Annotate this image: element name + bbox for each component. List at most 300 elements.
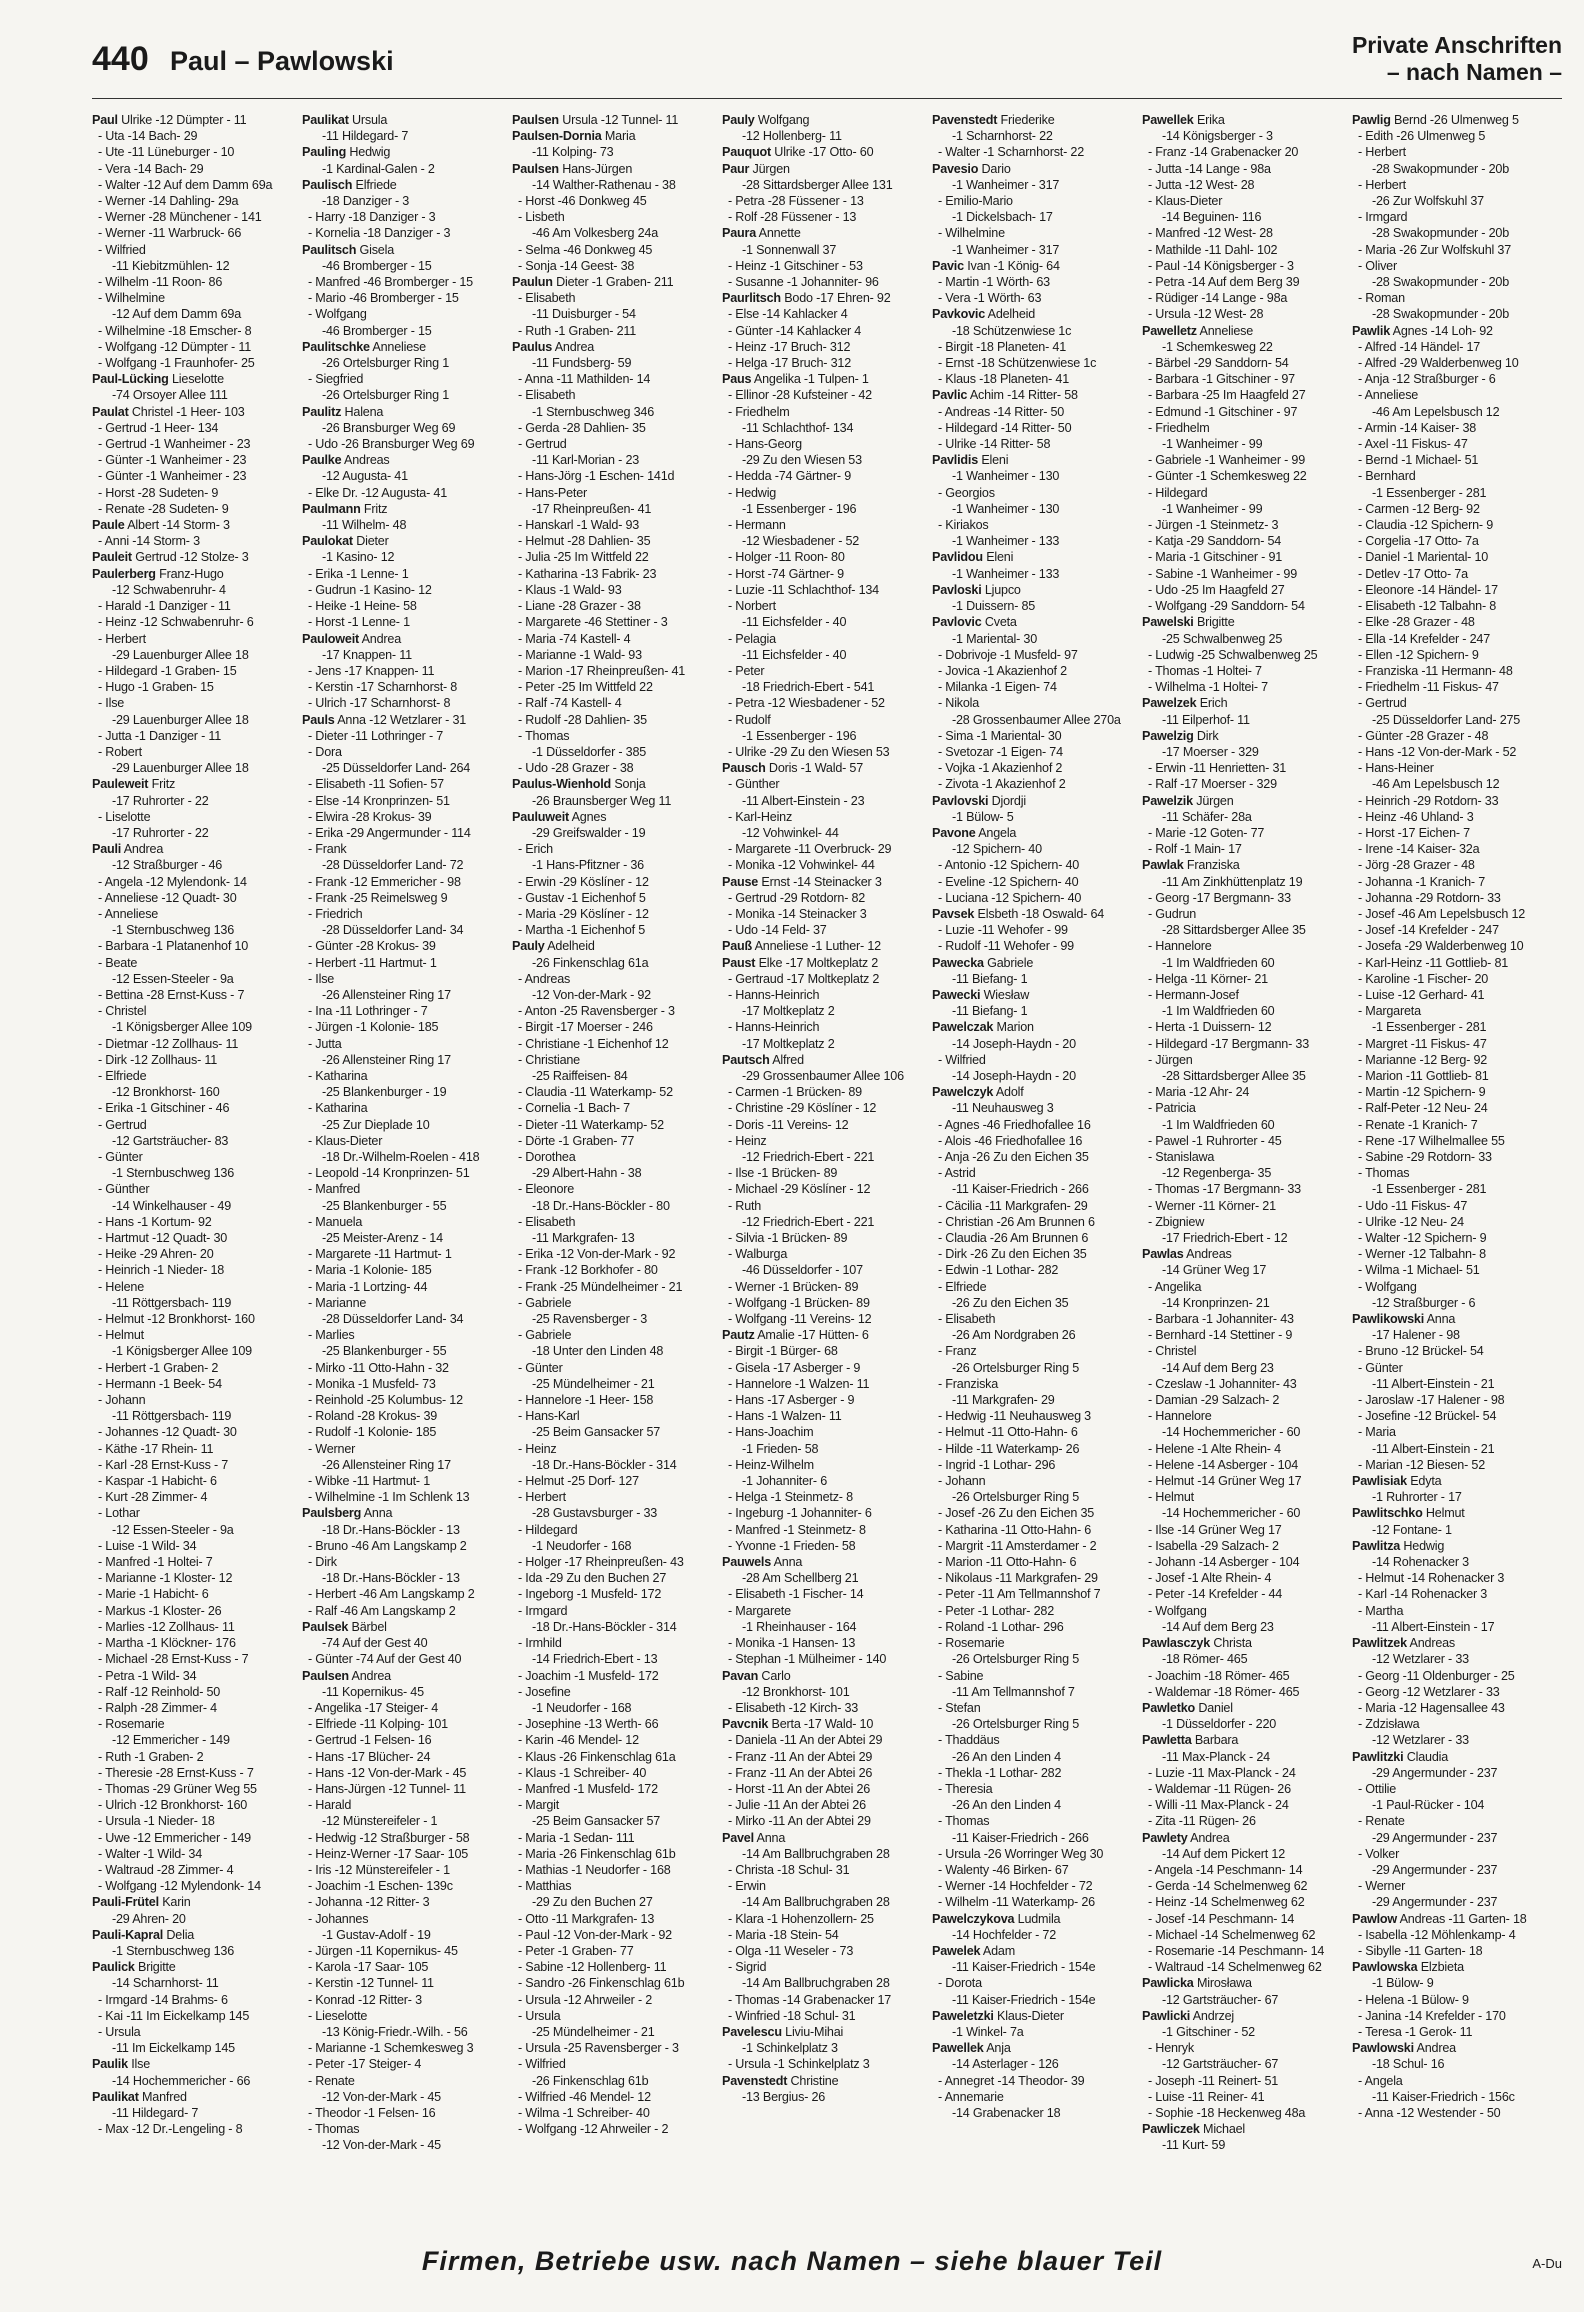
entry-text: -1 Königsberger Allee 109 [112,1020,252,1035]
entry-text: Daniel [1198,1700,1233,1715]
entry-surname: Pawlik [1352,323,1391,338]
directory-entry [1352,1943,1552,1959]
entry-text: -18 Schützenwiese 1c [952,323,1072,338]
entry-text: - Maria -1 Gitschiner - 91 [1148,550,1283,565]
directory-entry [1352,776,1552,792]
entry-text: - Frank -12 Borkhofer - 80 [518,1263,658,1278]
directory-entry [92,1668,292,1684]
directory-entry [512,663,712,679]
entry-text: - Erich [518,842,553,857]
entry-text: - Käthe -17 Rhein- 11 [98,1441,214,1456]
directory-entry [722,1586,922,1602]
directory-entry [722,598,922,614]
entry-text: -1 Essenberger - 196 [742,728,857,743]
directory-entry [722,1311,922,1327]
entry-text: -1 Kasino- 12 [322,550,395,565]
directory-entry [302,1975,502,1991]
entry-text: - Renate -28 Sudeten- 9 [98,501,229,516]
entry-text: - Jens -17 Knappen- 11 [308,663,435,678]
directory-entry [302,258,502,274]
directory-entry [512,1505,712,1521]
entry-text: - Max -12 Dr.-Lengeling - 8 [98,2122,243,2137]
directory-entry [1352,922,1552,938]
directory-entry [1352,1975,1552,1991]
directory-entry [1352,517,1552,533]
directory-entry [92,1878,292,1894]
directory-entry [512,841,712,857]
directory-entry [722,1749,922,1765]
entry-text: - Kiriakos [938,518,989,533]
directory-entry [512,225,712,241]
entry-text: -18 Dr.-Hans-Böckler - 80 [532,1198,670,1213]
directory-entry [722,1036,922,1052]
directory-entry [92,323,292,339]
entry-text: - Roland -1 Lothar- 296 [938,1619,1064,1634]
directory-entry [1142,436,1342,452]
entry-surname: Pawellek [1142,113,1194,127]
entry-text: - Vera -14 Bach- 29 [98,161,204,176]
directory-entry [1142,857,1342,873]
entry-text: Gabriele [987,955,1034,970]
entry-surname: Pawelletz [1142,323,1197,338]
directory-entry [92,1457,292,1473]
directory-entry [1142,404,1342,420]
directory-entry [1352,144,1552,160]
directory-entry [932,1635,1132,1651]
entry-text: - Marlies [308,1328,355,1343]
entry-text: - Karl-Heinz [728,809,793,824]
entry-surname: Pauleit [92,550,132,565]
entry-text: -1 Wanheimer - 99 [1162,437,1263,452]
directory-entry [722,355,922,371]
entry-text: - Thomas -1 Holtei- 7 [1148,663,1262,678]
directory-entry [722,890,922,906]
entry-text: -25 Schwalbenweg 25 [1162,631,1283,646]
entry-text: -25 Zur Dieplade 10 [322,1117,430,1132]
entry-text: - Luciana -12 Spichern- 40 [938,890,1082,905]
directory-entry [92,242,292,258]
directory-entry [512,922,712,938]
directory-entry [512,1959,712,1975]
entry-text: -14 Hochemmericher - 66 [112,2073,251,2088]
entry-text: - Klaus-Dieter [308,1133,383,1148]
entry-text: - Maria -29 Köslíner - 12 [518,906,649,921]
directory-entry [512,1473,712,1489]
entry-text: -17 Knappen- 11 [322,647,412,662]
entry-text: -14 Auf dem Berg 23 [1162,1360,1274,1375]
entry-text: - Christine -29 Köslíner - 12 [728,1101,877,1116]
directory-entry [92,1133,292,1149]
entry-text: - Hans-Georg [728,437,802,452]
directory-entry [932,485,1132,501]
directory-entry [302,1554,502,1570]
directory-entry [92,1765,292,1781]
entry-text: - Birgit -17 Moerser - 246 [518,1020,653,1035]
entry-text: -1 Hans-Pfitzner - 36 [532,858,644,873]
entry-text: -28 Düsseldorfer Land- 34 [322,923,464,938]
directory-entry [512,1392,712,1408]
directory-entry [302,1651,502,1667]
directory-entry [1142,1797,1342,1813]
entry-surname: Paulitsch [302,242,357,257]
directory-entry [1142,566,1342,582]
entry-text: - Reinhold -25 Kolumbus- 12 [308,1393,463,1408]
entry-text: - Udo -26 Bransburger Weg 69 [308,437,475,452]
entry-text: -25 Beim Gansacker 57 [532,1814,661,1829]
directory-entry [1352,1781,1552,1797]
entry-text: -25 Mündelheimer - 21 [532,1376,655,1391]
directory-entry [1142,339,1342,355]
entry-text: Erich [1199,696,1228,711]
entry-text: - Oliver [1358,258,1397,273]
directory-entry [92,793,292,809]
directory-entry [92,1700,292,1716]
entry-surname: Paul-Lücking [92,372,169,387]
directory-entry [1142,679,1342,695]
directory-entry [1142,549,1342,565]
directory-entry [1352,874,1552,890]
entry-text: - Monika -14 Steinacker 3 [728,906,867,921]
entry-text: - Werner -14 Dahling- 29a [98,194,239,209]
directory-entry [932,1036,1132,1052]
directory-entry [512,793,712,809]
entry-text: - Sandro -26 Finkenschlag 61b [518,1976,685,1991]
directory-entry [1142,2105,1342,2121]
directory-entry [512,1619,712,1635]
entry-text: - Heinz -46 Uhland- 3 [1358,809,1474,824]
entry-surname: Paulitz [302,404,342,419]
entry-text: Ursula -12 Tunnel- 11 [562,113,679,127]
directory-entry [302,2089,502,2105]
entry-text: - Helene [98,1279,145,1294]
directory-entry [302,663,502,679]
entry-text: - Lisbeth [518,210,565,225]
entry-surname: Pauwels [722,1555,771,1570]
directory-entry [512,177,712,193]
entry-text: -12 Gartsträucher- 83 [112,1133,229,1148]
entry-text: - Gertrud -1 Wanheimer - 23 [98,437,251,452]
entry-text: - Gudrun [1148,906,1197,921]
directory-entry [932,1862,1132,1878]
entry-text: - Horst -28 Sudeten- 9 [98,485,219,500]
entry-text: - Margareta [1358,1004,1421,1019]
entry-surname: Pauli [92,842,122,857]
entry-text: -14 Walther-Rathenau - 38 [532,177,676,192]
directory-entry [722,955,922,971]
directory-entry [302,1813,502,1829]
entry-text: - Wilhelm -11 Roon- 86 [98,275,223,290]
entry-text: -18 Friedrich-Ebert - 541 [742,680,875,695]
directory-entry [302,938,502,954]
entry-text: -1 Rheinhauser - 164 [742,1619,857,1634]
directory-entry [1352,1878,1552,1894]
entry-text: - Hanns-Heinrich [728,1020,820,1035]
directory-entry [92,452,292,468]
directory-entry [1352,1457,1552,1473]
entry-text: Alfred [772,1052,804,1067]
entry-text: -26 Ortelsburger Ring 1 [322,388,449,403]
directory-entry [1352,339,1552,355]
directory-entry [1142,1052,1342,1068]
entry-surname: Paulsberg [302,1506,362,1521]
entry-text: Bärbel [351,1619,387,1634]
entry-text: - Manfred -1 Steinmetz- 8 [728,1522,866,1537]
directory-entry [1142,647,1342,663]
directory-entry [92,1927,292,1943]
entry-surname: Pawelzek [1142,696,1197,711]
entry-text: - Beate [98,955,138,970]
directory-entry [1352,1392,1552,1408]
entry-text: - Teresa -1 Gerok- 11 [1358,2024,1473,2039]
directory-entry [722,1489,922,1505]
entry-text: -29 Lauenburger Allee 18 [112,712,249,727]
directory-entry [302,1489,502,1505]
directory-entry [1352,1554,1552,1570]
entry-text: -18 Unter den Linden 48 [532,1344,664,1359]
entry-text: - Georgios [938,485,995,500]
directory-entry [722,1959,922,1975]
directory-entry [512,209,712,225]
entry-surname: Pawelski [1142,615,1194,630]
entry-text: - Elke Dr. -12 Augusta- 41 [308,485,448,500]
entry-surname: Paulus [512,339,553,354]
directory-entry [302,161,502,177]
entry-text: - Marianne -1 Kloster- 12 [98,1571,233,1586]
entry-text: - Harry -18 Danziger - 3 [308,210,436,225]
entry-text: - Katharina [308,1068,368,1083]
directory-entry [932,793,1132,809]
directory-entry [512,1765,712,1781]
entry-surname: Pause [722,874,759,889]
entry-text: - Christiane [518,1052,580,1067]
entry-text: - Manfred -12 West- 28 [1148,226,1273,241]
entry-text: - Günter -1 Schemkesweg 22 [1148,469,1307,484]
directory-entry [1352,712,1552,728]
directory-entry [1352,971,1552,987]
entry-text: - Sima -1 Mariental- 30 [938,728,1062,743]
entry-text: Anna [363,1506,393,1521]
entry-text: -1 Essenberger - 196 [742,501,857,516]
entry-text: - Christel [98,1004,147,1019]
directory-entry [1352,161,1552,177]
directory-column [932,112,1132,2230]
directory-entry [512,1441,712,1457]
directory-entry [1352,1424,1552,1440]
directory-entry [302,1214,502,1230]
directory-entry [92,436,292,452]
directory-entry [932,728,1132,744]
entry-text: - Svetozar -1 Eigen- 74 [938,744,1063,759]
directory-entry [92,404,292,420]
directory-entry [512,339,712,355]
directory-entry [302,955,502,971]
entry-text: - Margarete -46 Stettiner - 3 [518,615,668,630]
directory-entry [302,679,502,695]
entry-surname: Pavelescu [722,2024,782,2039]
directory-entry [302,452,502,468]
entry-text: - Thomas -14 Grabenacker 17 [728,1992,892,2007]
directory-entry [92,1198,292,1214]
directory-entry [722,1651,922,1667]
entry-text: - Marie -12 Goten- 77 [1148,825,1265,840]
section-heading-line1: Private Anschriften [1351,32,1562,58]
entry-text: -1 Sternbuschweg 136 [112,923,235,938]
directory-entry [1352,614,1552,630]
entry-surname: Pawelek [932,1943,981,1958]
directory-entry [302,1165,502,1181]
entry-text: -1 Sternbuschweg 136 [112,1943,235,1958]
entry-text: - Waltraud -28 Zimmer- 4 [98,1862,234,1877]
entry-text: - Anneliese [98,906,159,921]
directory-entry [302,1360,502,1376]
entry-text: - Hedwig -11 Neuhausweg 3 [938,1409,1091,1424]
entry-surname: Paulsen-Dornia [512,129,602,144]
directory-entry [1142,1343,1342,1359]
directory-entry [932,1781,1132,1797]
directory-entry [722,566,922,582]
directory-entry [512,728,712,744]
directory-entry [1352,1473,1552,1489]
entry-text: - Ingeborg -1 Musfeld- 172 [518,1587,662,1602]
entry-text: - Annegret -14 Theodor- 39 [938,2073,1085,2088]
directory-entry [932,1992,1132,2008]
entry-text: - Franz -11 An der Abtei 26 [728,1765,873,1780]
directory-entry [302,1586,502,1602]
entry-text: - Edmund -1 Gitschiner - 97 [1148,404,1298,419]
directory-entry [1352,2040,1552,2056]
directory-entry [932,825,1132,841]
entry-text: - Klaus-Dieter [1148,194,1223,209]
entry-text: - Norbert [728,599,776,614]
entry-surname: Pauß [722,939,752,954]
entry-text: - Manuela [308,1214,363,1229]
entry-text: -11 Röttgersbach- 119 [112,1409,232,1424]
directory-entry [932,1846,1132,1862]
directory-entry [512,1457,712,1473]
directory-entry [1142,631,1342,647]
directory-entry [722,387,922,403]
entry-text: - Heinz -1 Gitschiner - 53 [728,258,863,273]
entry-text: - Theresie -28 Ernst-Kuss - 7 [98,1765,254,1780]
directory-entry [722,1003,922,1019]
entry-text: -1 Sonnenwall 37 [742,242,837,257]
entry-text: Anna [1426,1312,1456,1327]
directory-entry [932,1295,1132,1311]
directory-entry [722,128,922,144]
entry-text: -12 Straßburger - 6 [1372,1295,1476,1310]
directory-entry [722,1538,922,1554]
entry-text: -12 Gartsträucher- 67 [1162,1992,1279,2007]
entry-text: Adelheid [547,939,595,954]
entry-text: - Irmgard [518,1603,568,1618]
directory-entry [92,1732,292,1748]
entry-surname: Paurlitsch [722,291,781,306]
directory-entry [722,1878,922,1894]
entry-text: -1 Im Waldfrieden 60 [1162,1004,1275,1019]
entry-text: Agnes [571,809,607,824]
directory-entry [932,1376,1132,1392]
entry-surname: Paura [722,226,757,241]
entry-text: -26 Allensteiner Ring 17 [322,1052,451,1067]
entry-text: -28 Sittardsberger Allee 35 [1162,1068,1306,1083]
entry-text: - Helene -1 Alte Rhein- 4 [1148,1441,1281,1456]
directory-entry [1352,1019,1552,1035]
directory-entry [302,1700,502,1716]
entry-text: - Hildegard -17 Bergmann- 33 [1148,1036,1310,1051]
entry-text: -17 Moltkeplatz 2 [742,1004,835,1019]
directory-entry [1352,1619,1552,1635]
entry-text: - Liane -28 Grazer - 38 [518,599,641,614]
directory-entry [722,987,922,1003]
directory-entry [1352,1311,1552,1327]
entry-text: - Klaus -26 Finkenschlag 61a [518,1749,676,1764]
entry-text: - Wilhelm -11 Waterkamp- 26 [938,1895,1095,1910]
directory-entry [512,760,712,776]
entry-surname: Paulik [92,2057,128,2072]
entry-surname: Pavenstedt [932,113,998,127]
directory-entry [512,1198,712,1214]
directory-entry [92,274,292,290]
entry-text: - Herbert -11 Hartmut- 1 [308,955,437,970]
entry-text: -14 Hochemmericher - 60 [1162,1506,1301,1521]
directory-entry [722,1570,922,1586]
entry-text: - Helmut -28 Dahlien- 35 [518,534,651,549]
entry-surname: Pawlitza [1352,1538,1401,1553]
directory-entry [932,1052,1132,1068]
directory-entry [1352,420,1552,436]
entry-text: -12 Spichern- 40 [952,842,1042,857]
directory-entry [92,1311,292,1327]
entry-text: - Ulrich -17 Scharnhorst- 8 [308,696,451,711]
directory-entry [1352,1327,1552,1343]
directory-entry [1142,971,1342,987]
entry-text: -28 Am Schellberg 21 [742,1571,859,1586]
directory-entry [932,598,1132,614]
entry-text: - Barbara -1 Johanniter- 43 [1148,1312,1294,1327]
directory-entry [932,2008,1132,2024]
directory-entry [512,890,712,906]
directory-entry [92,1003,292,1019]
entry-text: -12 Wetzlarer - 33 [1372,1652,1469,1667]
entry-surname: Paulsen [512,113,559,127]
directory-entry [92,1473,292,1489]
entry-text: Mirosława [1196,1976,1252,1991]
entry-text: - Gertrud -1 Heer- 134 [98,420,219,435]
entry-text: Elke -17 Moltkeplatz 2 [758,955,879,970]
entry-text: - Claudia -11 Waterkamp- 52 [518,1085,673,1100]
directory-entry [932,242,1132,258]
directory-entry [1142,663,1342,679]
directory-entry [1142,955,1342,971]
entry-text: -18 Schul- 16 [1372,2057,1445,2072]
entry-text: - Ursula -1 Nieder- 18 [98,1814,215,1829]
entry-text: - Rosemarie [98,1717,165,1732]
directory-entry [92,1538,292,1554]
entry-surname: Paulat [92,404,129,419]
directory-entry [512,1036,712,1052]
directory-entry [1142,209,1342,225]
entry-text: - Daniel -1 Mariental- 10 [1358,550,1489,565]
entry-text: - Gertrud [518,437,567,452]
directory-entry [512,128,712,144]
entry-surname: Paule [92,518,125,533]
entry-text: Gertrud -12 Stolze- 3 [135,550,249,565]
directory-entry [302,1327,502,1343]
directory-entry [1352,1959,1552,1975]
entry-text: -1 Bülow- 9 [1372,1976,1434,1991]
entry-text: - Klaus -1 Schreiber- 40 [518,1765,647,1780]
directory-entry [932,1230,1132,1246]
